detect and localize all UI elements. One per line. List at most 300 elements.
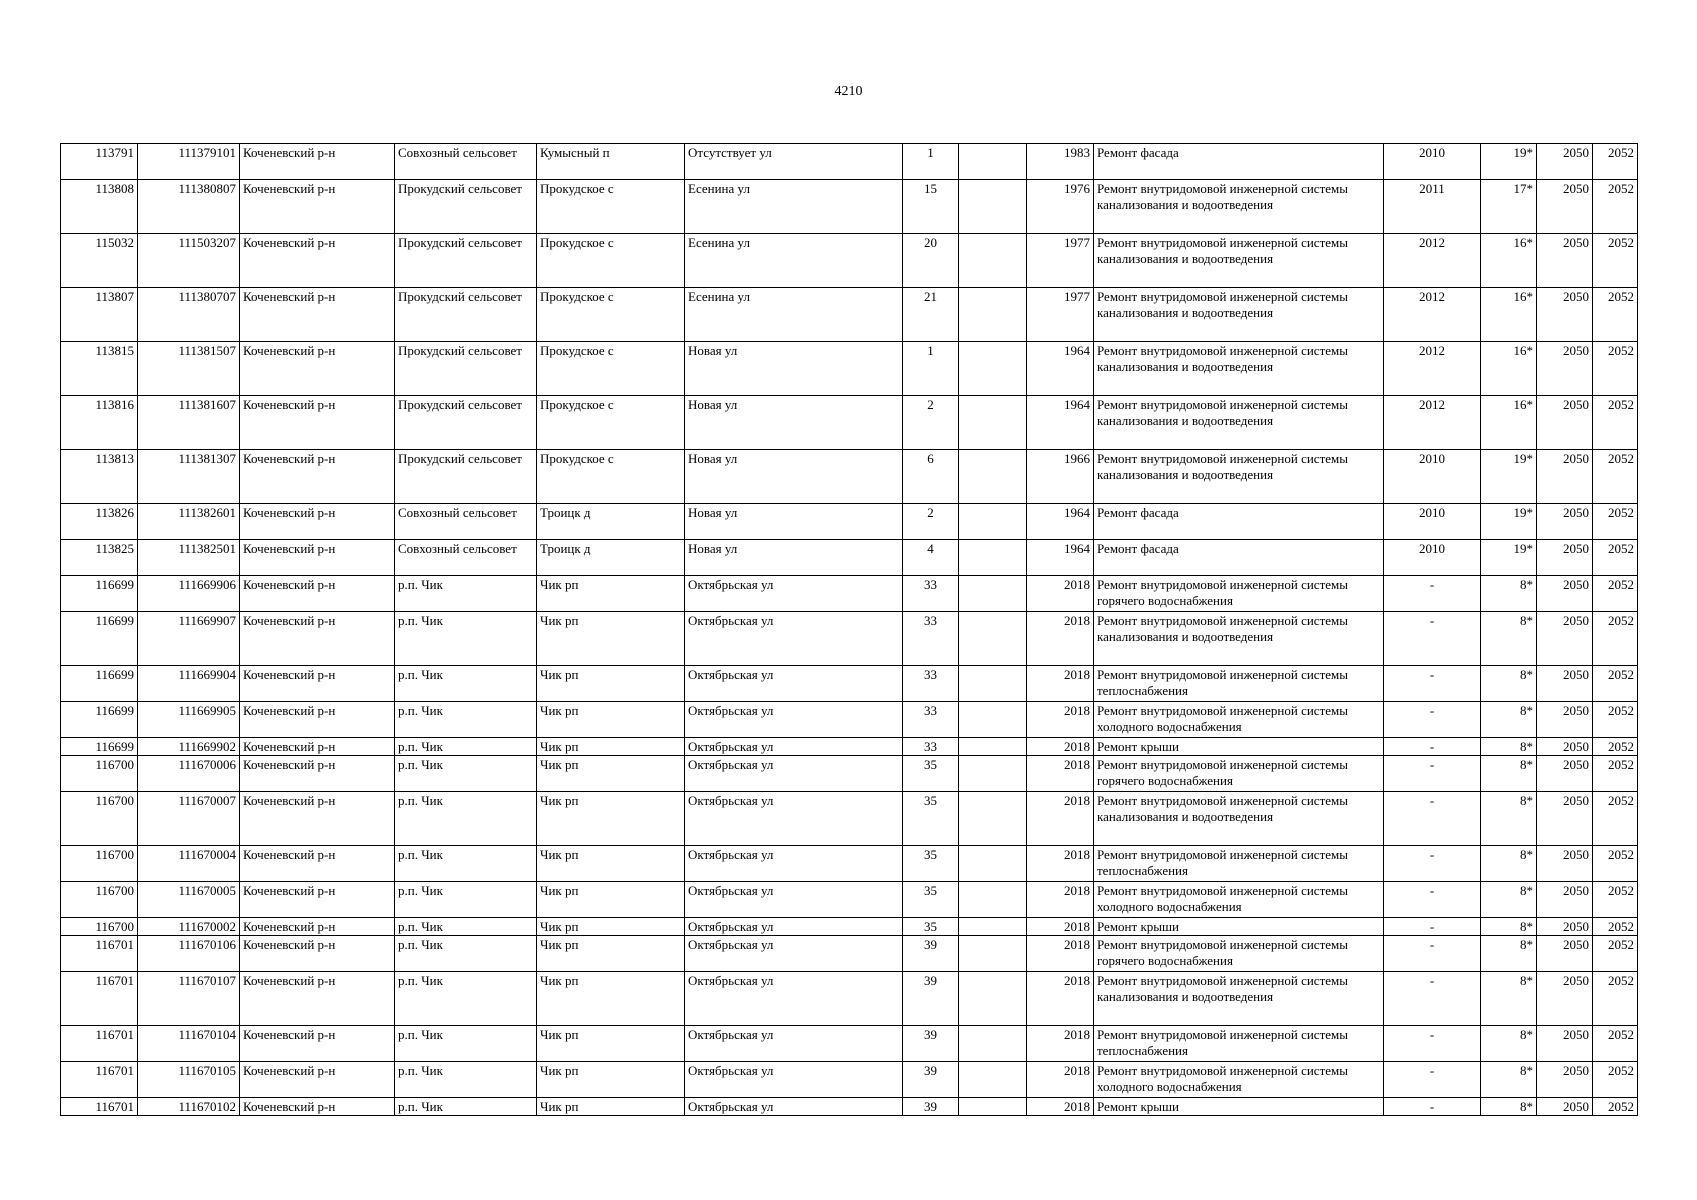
cell-street: Октябрьская ул <box>685 576 903 612</box>
cell-build-year: 2018 <box>1027 756 1094 792</box>
cell-letter <box>959 504 1027 540</box>
cell-house-number: 33 <box>903 702 959 738</box>
cell-work-type: Ремонт внутридомовой инженерной системы холодного водоснабжения <box>1094 882 1384 918</box>
cell-plan-end: 2052 <box>1593 288 1638 342</box>
cell-district: Коченевский р-н <box>240 396 395 450</box>
cell-council: Прокудский сельсовет <box>395 450 537 504</box>
cell-plan-start: 2050 <box>1537 288 1593 342</box>
cell-street: Октябрьская ул <box>685 972 903 1026</box>
cell-build-year: 2018 <box>1027 738 1094 756</box>
table-row <box>61 1026 1638 1062</box>
cell-street: Октябрьская ул <box>685 792 903 846</box>
cell-council: р.п. Чик <box>395 576 537 612</box>
cell-house-number: 39 <box>903 1062 959 1098</box>
cell-wear: 16* <box>1481 234 1537 288</box>
table-row <box>61 576 1638 612</box>
table-row <box>61 756 1638 792</box>
cell-house-number: 2 <box>903 504 959 540</box>
cell-settlement: Чик рп <box>537 576 685 612</box>
cell-plan-start: 2050 <box>1537 1062 1593 1098</box>
cell-plan-end: 2052 <box>1593 972 1638 1026</box>
cell-last-repair-year: - <box>1384 666 1481 702</box>
cell-plan-start: 2050 <box>1537 504 1593 540</box>
cell-street: Новая ул <box>685 396 903 450</box>
cell-last-repair-year: - <box>1384 918 1481 936</box>
cell-house-id: 116701 <box>61 1026 138 1062</box>
cell-letter <box>959 180 1027 234</box>
cell-settlement: Чик рп <box>537 1026 685 1062</box>
cell-plan-end: 2052 <box>1593 702 1638 738</box>
cell-plan-start: 2050 <box>1537 846 1593 882</box>
cell-build-year: 2018 <box>1027 1098 1094 1116</box>
table-row <box>61 288 1638 342</box>
cell-plan-end: 2052 <box>1593 612 1638 666</box>
cell-street: Новая ул <box>685 504 903 540</box>
cell-settlement: Прокудское с <box>537 396 685 450</box>
cell-wear: 8* <box>1481 576 1537 612</box>
cell-work-id: 111669906 <box>138 576 240 612</box>
cell-plan-start: 2050 <box>1537 1026 1593 1062</box>
cell-house-number: 1 <box>903 342 959 396</box>
cell-work-type: Ремонт внутридомовой инженерной системы канализования и водоотведения <box>1094 792 1384 846</box>
cell-work-id: 111670105 <box>138 1062 240 1098</box>
cell-last-repair-year: - <box>1384 972 1481 1026</box>
cell-street: Октябрьская ул <box>685 1026 903 1062</box>
cell-letter <box>959 1026 1027 1062</box>
cell-build-year: 1977 <box>1027 288 1094 342</box>
cell-letter <box>959 882 1027 918</box>
cell-last-repair-year: - <box>1384 756 1481 792</box>
cell-letter <box>959 1062 1027 1098</box>
cell-settlement: Прокудское с <box>537 234 685 288</box>
cell-house-id: 116701 <box>61 972 138 1026</box>
table-row <box>61 342 1638 396</box>
cell-last-repair-year: 2010 <box>1384 144 1481 180</box>
cell-wear: 8* <box>1481 882 1537 918</box>
table-row <box>61 450 1638 504</box>
cell-wear: 8* <box>1481 1062 1537 1098</box>
cell-street: Октябрьская ул <box>685 846 903 882</box>
cell-plan-start: 2050 <box>1537 918 1593 936</box>
cell-house-id: 116700 <box>61 792 138 846</box>
cell-house-id: 116699 <box>61 738 138 756</box>
cell-plan-end: 2052 <box>1593 756 1638 792</box>
cell-settlement: Кумысный п <box>537 144 685 180</box>
cell-plan-end: 2052 <box>1593 234 1638 288</box>
cell-council: р.п. Чик <box>395 918 537 936</box>
cell-house-id: 116700 <box>61 918 138 936</box>
cell-settlement: Прокудское с <box>537 342 685 396</box>
cell-settlement: Чик рп <box>537 918 685 936</box>
cell-district: Коченевский р-н <box>240 1098 395 1116</box>
cell-plan-end: 2052 <box>1593 666 1638 702</box>
cell-work-type: Ремонт внутридомовой инженерной системы канализования и водоотведения <box>1094 450 1384 504</box>
cell-settlement: Чик рп <box>537 702 685 738</box>
cell-settlement: Чик рп <box>537 882 685 918</box>
cell-last-repair-year: 2012 <box>1384 342 1481 396</box>
cell-wear: 8* <box>1481 702 1537 738</box>
cell-house-id: 116701 <box>61 936 138 972</box>
cell-work-type: Ремонт внутридомовой инженерной системы канализования и водоотведения <box>1094 234 1384 288</box>
cell-house-id: 116699 <box>61 612 138 666</box>
cell-settlement: Чик рп <box>537 792 685 846</box>
cell-plan-start: 2050 <box>1537 450 1593 504</box>
cell-plan-end: 2052 <box>1593 792 1638 846</box>
cell-street: Октябрьская ул <box>685 738 903 756</box>
cell-plan-end: 2052 <box>1593 1098 1638 1116</box>
cell-letter <box>959 738 1027 756</box>
cell-work-type: Ремонт фасада <box>1094 540 1384 576</box>
cell-house-id: 116700 <box>61 846 138 882</box>
cell-letter <box>959 144 1027 180</box>
table-row <box>61 144 1638 180</box>
cell-last-repair-year: 2012 <box>1384 288 1481 342</box>
cell-wear: 8* <box>1481 972 1537 1026</box>
cell-work-type: Ремонт внутридомовой инженерной системы теплоснабжения <box>1094 846 1384 882</box>
cell-last-repair-year: - <box>1384 846 1481 882</box>
cell-build-year: 1966 <box>1027 450 1094 504</box>
cell-plan-start: 2050 <box>1537 180 1593 234</box>
cell-street: Октябрьская ул <box>685 756 903 792</box>
cell-work-id: 111670006 <box>138 756 240 792</box>
cell-last-repair-year: - <box>1384 792 1481 846</box>
cell-settlement: Прокудское с <box>537 288 685 342</box>
table-row <box>61 918 1638 936</box>
cell-wear: 8* <box>1481 936 1537 972</box>
table-row <box>61 792 1638 846</box>
cell-street: Октябрьская ул <box>685 936 903 972</box>
cell-street: Октябрьская ул <box>685 882 903 918</box>
cell-work-id: 111670102 <box>138 1098 240 1116</box>
cell-house-id: 116701 <box>61 1098 138 1116</box>
cell-house-id: 113815 <box>61 342 138 396</box>
cell-house-number: 33 <box>903 666 959 702</box>
cell-district: Коченевский р-н <box>240 1026 395 1062</box>
cell-house-id: 116701 <box>61 1062 138 1098</box>
cell-last-repair-year: 2010 <box>1384 450 1481 504</box>
cell-build-year: 2018 <box>1027 972 1094 1026</box>
cell-district: Коченевский р-н <box>240 576 395 612</box>
cell-work-id: 111669905 <box>138 702 240 738</box>
cell-work-type: Ремонт фасада <box>1094 504 1384 540</box>
cell-plan-start: 2050 <box>1537 972 1593 1026</box>
cell-district: Коченевский р-н <box>240 180 395 234</box>
cell-work-id: 111380807 <box>138 180 240 234</box>
cell-settlement: Чик рп <box>537 1062 685 1098</box>
cell-letter <box>959 342 1027 396</box>
cell-work-id: 111670002 <box>138 918 240 936</box>
cell-settlement: Чик рп <box>537 1098 685 1116</box>
cell-house-number: 33 <box>903 576 959 612</box>
cell-plan-start: 2050 <box>1537 396 1593 450</box>
cell-district: Коченевский р-н <box>240 342 395 396</box>
cell-last-repair-year: 2011 <box>1384 180 1481 234</box>
register-table <box>60 143 1638 1116</box>
cell-plan-end: 2052 <box>1593 918 1638 936</box>
cell-council: Прокудский сельсовет <box>395 288 537 342</box>
cell-letter <box>959 936 1027 972</box>
cell-letter <box>959 792 1027 846</box>
cell-work-type: Ремонт внутридомовой инженерной системы горячего водоснабжения <box>1094 936 1384 972</box>
cell-last-repair-year: 2010 <box>1384 540 1481 576</box>
cell-district: Коченевский р-н <box>240 450 395 504</box>
cell-work-type: Ремонт внутридомовой инженерной системы теплоснабжения <box>1094 1026 1384 1062</box>
cell-street: Октябрьская ул <box>685 1098 903 1116</box>
cell-council: р.п. Чик <box>395 702 537 738</box>
cell-plan-start: 2050 <box>1537 792 1593 846</box>
cell-district: Коченевский р-н <box>240 846 395 882</box>
cell-work-id: 111670004 <box>138 846 240 882</box>
cell-plan-start: 2050 <box>1537 936 1593 972</box>
cell-council: Прокудский сельсовет <box>395 234 537 288</box>
table-row <box>61 936 1638 972</box>
cell-work-id: 111669904 <box>138 666 240 702</box>
cell-council: р.п. Чик <box>395 972 537 1026</box>
cell-house-id: 116700 <box>61 882 138 918</box>
cell-last-repair-year: - <box>1384 936 1481 972</box>
cell-house-id: 115032 <box>61 234 138 288</box>
cell-district: Коченевский р-н <box>240 756 395 792</box>
cell-work-type: Ремонт внутридомовой инженерной системы теплоснабжения <box>1094 666 1384 702</box>
table-row <box>61 972 1638 1026</box>
cell-house-id: 113816 <box>61 396 138 450</box>
cell-work-id: 111382601 <box>138 504 240 540</box>
cell-letter <box>959 612 1027 666</box>
cell-plan-end: 2052 <box>1593 396 1638 450</box>
cell-district: Коченевский р-н <box>240 738 395 756</box>
cell-plan-start: 2050 <box>1537 738 1593 756</box>
cell-settlement: Прокудское с <box>537 180 685 234</box>
cell-work-type: Ремонт внутридомовой инженерной системы горячего водоснабжения <box>1094 576 1384 612</box>
cell-plan-end: 2052 <box>1593 144 1638 180</box>
cell-council: р.п. Чик <box>395 756 537 792</box>
cell-last-repair-year: - <box>1384 882 1481 918</box>
cell-settlement: Чик рп <box>537 972 685 1026</box>
cell-council: р.п. Чик <box>395 936 537 972</box>
cell-district: Коченевский р-н <box>240 540 395 576</box>
cell-house-number: 4 <box>903 540 959 576</box>
cell-work-id: 111380707 <box>138 288 240 342</box>
cell-build-year: 2018 <box>1027 846 1094 882</box>
cell-council: Совхозный сельсовет <box>395 540 537 576</box>
cell-build-year: 2018 <box>1027 882 1094 918</box>
cell-last-repair-year: 2010 <box>1384 504 1481 540</box>
cell-build-year: 1964 <box>1027 396 1094 450</box>
cell-settlement: Чик рп <box>537 756 685 792</box>
cell-house-number: 35 <box>903 792 959 846</box>
cell-district: Коченевский р-н <box>240 234 395 288</box>
cell-wear: 8* <box>1481 918 1537 936</box>
cell-letter <box>959 1098 1027 1116</box>
cell-letter <box>959 288 1027 342</box>
cell-house-number: 2 <box>903 396 959 450</box>
cell-street: Новая ул <box>685 540 903 576</box>
cell-plan-end: 2052 <box>1593 738 1638 756</box>
cell-settlement: Чик рп <box>537 738 685 756</box>
cell-wear: 16* <box>1481 396 1537 450</box>
table-row <box>61 396 1638 450</box>
table-row <box>61 846 1638 882</box>
cell-street: Есенина ул <box>685 288 903 342</box>
cell-house-number: 39 <box>903 972 959 1026</box>
cell-street: Октябрьская ул <box>685 1062 903 1098</box>
cell-work-type: Ремонт внутридомовой инженерной системы канализования и водоотведения <box>1094 180 1384 234</box>
cell-work-type: Ремонт внутридомовой инженерной системы канализования и водоотведения <box>1094 396 1384 450</box>
cell-work-type: Ремонт внутридомовой инженерной системы канализования и водоотведения <box>1094 342 1384 396</box>
cell-wear: 8* <box>1481 792 1537 846</box>
cell-build-year: 2018 <box>1027 576 1094 612</box>
cell-council: Прокудский сельсовет <box>395 342 537 396</box>
cell-plan-end: 2052 <box>1593 936 1638 972</box>
cell-work-id: 111670005 <box>138 882 240 918</box>
cell-letter <box>959 846 1027 882</box>
cell-house-id: 113813 <box>61 450 138 504</box>
cell-council: р.п. Чик <box>395 1062 537 1098</box>
cell-house-id: 113791 <box>61 144 138 180</box>
cell-letter <box>959 702 1027 738</box>
cell-work-type: Ремонт крыши <box>1094 1098 1384 1116</box>
table-row <box>61 882 1638 918</box>
cell-settlement: Чик рп <box>537 666 685 702</box>
cell-letter <box>959 396 1027 450</box>
cell-district: Коченевский р-н <box>240 144 395 180</box>
cell-letter <box>959 918 1027 936</box>
cell-street: Октябрьская ул <box>685 702 903 738</box>
cell-last-repair-year: - <box>1384 738 1481 756</box>
cell-house-id: 113807 <box>61 288 138 342</box>
cell-wear: 8* <box>1481 612 1537 666</box>
cell-council: р.п. Чик <box>395 1026 537 1062</box>
table-row <box>61 504 1638 540</box>
cell-last-repair-year: - <box>1384 576 1481 612</box>
cell-build-year: 1964 <box>1027 504 1094 540</box>
cell-settlement: Прокудское с <box>537 450 685 504</box>
table-row <box>61 1098 1638 1116</box>
cell-street: Октябрьская ул <box>685 666 903 702</box>
cell-district: Коченевский р-н <box>240 504 395 540</box>
cell-house-number: 33 <box>903 612 959 666</box>
cell-wear: 8* <box>1481 846 1537 882</box>
cell-plan-start: 2050 <box>1537 1098 1593 1116</box>
cell-council: Совхозный сельсовет <box>395 504 537 540</box>
cell-council: р.п. Чик <box>395 792 537 846</box>
cell-street: Октябрьская ул <box>685 612 903 666</box>
cell-work-type: Ремонт фасада <box>1094 144 1384 180</box>
cell-council: Совхозный сельсовет <box>395 144 537 180</box>
cell-work-type: Ремонт крыши <box>1094 918 1384 936</box>
cell-settlement: Чик рп <box>537 936 685 972</box>
cell-wear: 8* <box>1481 738 1537 756</box>
cell-build-year: 2018 <box>1027 1026 1094 1062</box>
cell-work-type: Ремонт внутридомовой инженерной системы канализования и водоотведения <box>1094 972 1384 1026</box>
cell-street: Есенина ул <box>685 234 903 288</box>
cell-work-id: 111381507 <box>138 342 240 396</box>
cell-wear: 8* <box>1481 666 1537 702</box>
cell-work-type: Ремонт внутридомовой инженерной системы канализования и водоотведения <box>1094 612 1384 666</box>
cell-work-id: 111670104 <box>138 1026 240 1062</box>
cell-plan-end: 2052 <box>1593 180 1638 234</box>
cell-work-id: 111670107 <box>138 972 240 1026</box>
cell-work-type: Ремонт внутридомовой инженерной системы холодного водоснабжения <box>1094 702 1384 738</box>
cell-district: Коченевский р-н <box>240 972 395 1026</box>
table-row <box>61 540 1638 576</box>
table-row <box>61 738 1638 756</box>
cell-letter <box>959 540 1027 576</box>
cell-house-id: 113825 <box>61 540 138 576</box>
cell-house-number: 35 <box>903 756 959 792</box>
cell-letter <box>959 666 1027 702</box>
table-row <box>61 612 1638 666</box>
cell-plan-start: 2050 <box>1537 756 1593 792</box>
cell-house-number: 39 <box>903 936 959 972</box>
cell-build-year: 2018 <box>1027 612 1094 666</box>
cell-build-year: 1977 <box>1027 234 1094 288</box>
cell-street: Новая ул <box>685 342 903 396</box>
cell-house-number: 35 <box>903 882 959 918</box>
cell-settlement: Троицк д <box>537 540 685 576</box>
cell-wear: 16* <box>1481 288 1537 342</box>
cell-house-number: 33 <box>903 738 959 756</box>
cell-district: Коченевский р-н <box>240 288 395 342</box>
cell-wear: 8* <box>1481 756 1537 792</box>
register-table-body <box>61 144 1638 1116</box>
cell-district: Коченевский р-н <box>240 666 395 702</box>
cell-plan-start: 2050 <box>1537 882 1593 918</box>
cell-wear: 8* <box>1481 1026 1537 1062</box>
cell-district: Коченевский р-н <box>240 792 395 846</box>
cell-council: р.п. Чик <box>395 612 537 666</box>
cell-build-year: 2018 <box>1027 666 1094 702</box>
cell-district: Коченевский р-н <box>240 936 395 972</box>
cell-plan-end: 2052 <box>1593 504 1638 540</box>
cell-last-repair-year: - <box>1384 612 1481 666</box>
cell-letter <box>959 972 1027 1026</box>
cell-wear: 19* <box>1481 144 1537 180</box>
cell-house-id: 116699 <box>61 702 138 738</box>
table-row <box>61 666 1638 702</box>
cell-last-repair-year: 2012 <box>1384 234 1481 288</box>
cell-plan-start: 2050 <box>1537 612 1593 666</box>
cell-street: Новая ул <box>685 450 903 504</box>
cell-district: Коченевский р-н <box>240 702 395 738</box>
cell-house-number: 15 <box>903 180 959 234</box>
table-row <box>61 702 1638 738</box>
cell-plan-start: 2050 <box>1537 702 1593 738</box>
cell-plan-start: 2050 <box>1537 144 1593 180</box>
cell-work-type: Ремонт внутридомовой инженерной системы канализования и водоотведения <box>1094 288 1384 342</box>
page-number: 4210 <box>834 84 863 99</box>
cell-council: р.п. Чик <box>395 666 537 702</box>
cell-plan-end: 2052 <box>1593 342 1638 396</box>
cell-plan-start: 2050 <box>1537 576 1593 612</box>
table-row <box>61 234 1638 288</box>
cell-build-year: 1964 <box>1027 342 1094 396</box>
cell-work-type: Ремонт внутридомовой инженерной системы холодного водоснабжения <box>1094 1062 1384 1098</box>
cell-house-number: 35 <box>903 918 959 936</box>
cell-plan-start: 2050 <box>1537 342 1593 396</box>
cell-house-number: 39 <box>903 1026 959 1062</box>
cell-wear: 19* <box>1481 504 1537 540</box>
cell-last-repair-year: - <box>1384 1062 1481 1098</box>
cell-house-id: 113808 <box>61 180 138 234</box>
cell-work-id: 111382501 <box>138 540 240 576</box>
cell-last-repair-year: - <box>1384 702 1481 738</box>
cell-house-number: 39 <box>903 1098 959 1116</box>
cell-build-year: 1964 <box>1027 540 1094 576</box>
cell-street: Отсутствует ул <box>685 144 903 180</box>
cell-house-id: 116699 <box>61 666 138 702</box>
cell-plan-end: 2052 <box>1593 540 1638 576</box>
